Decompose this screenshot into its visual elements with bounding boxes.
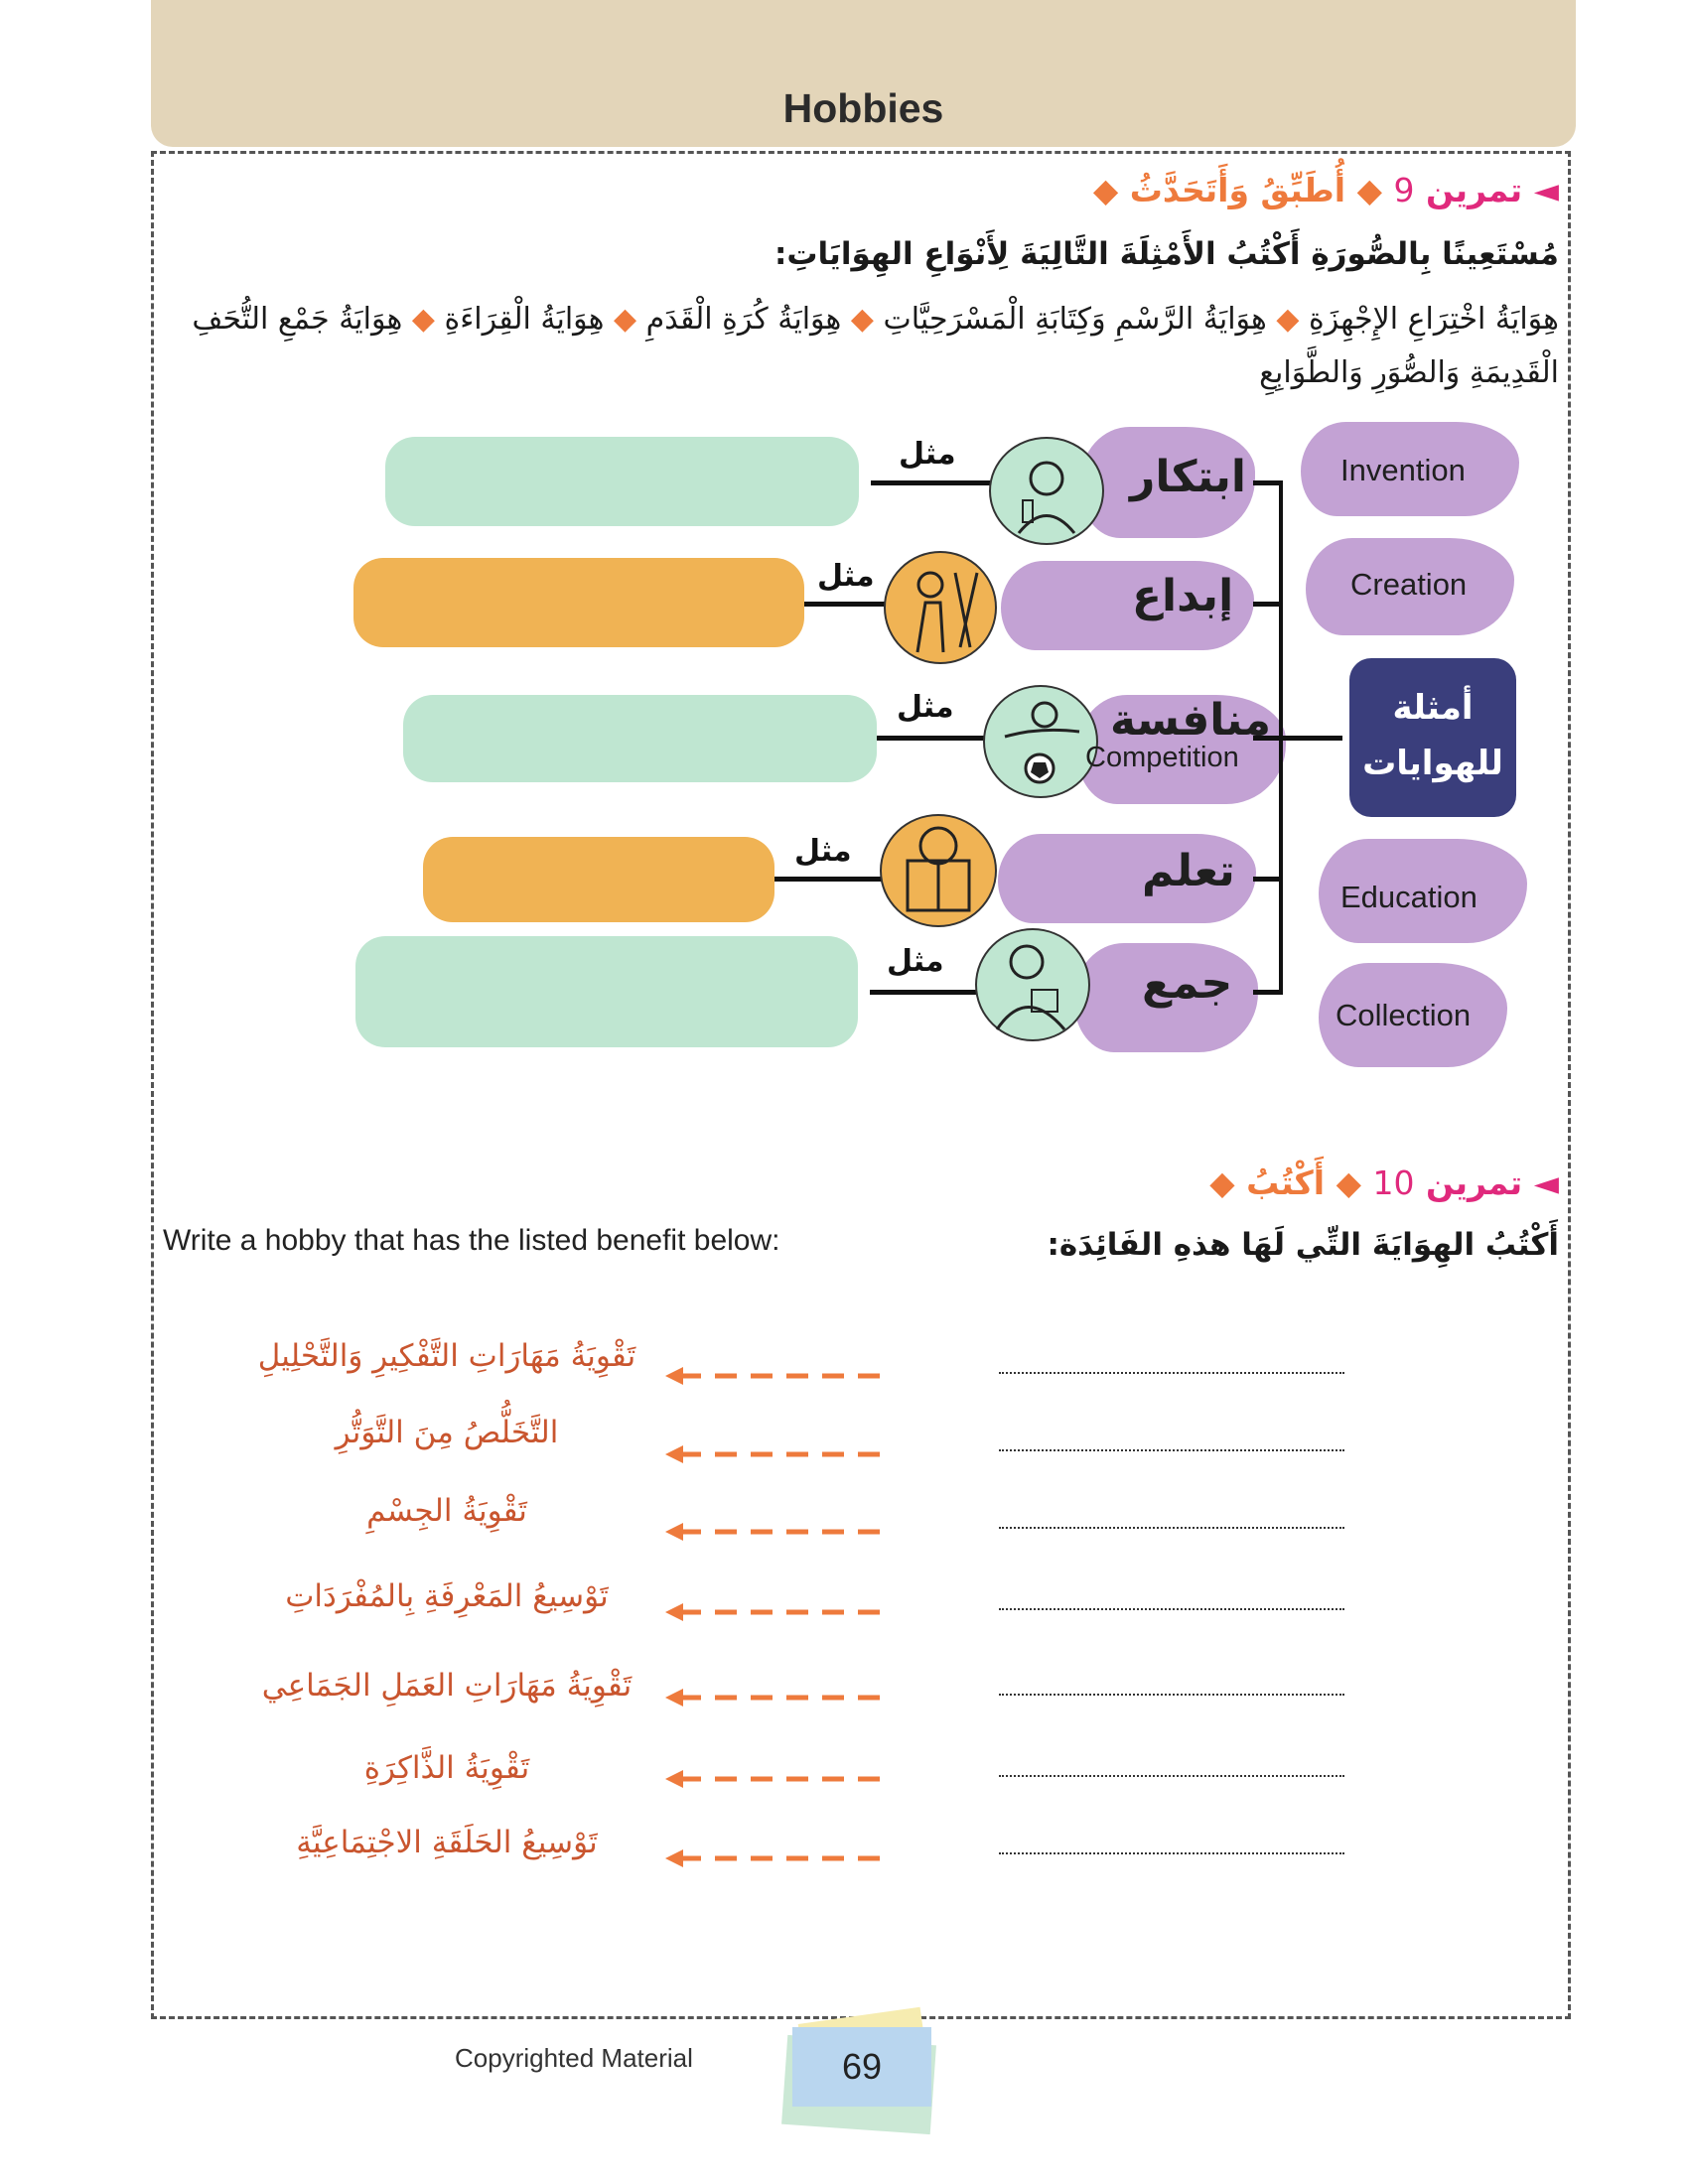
hobby-item: هِوَايَةُ كُرَةِ الْقَدَمِ [645,302,842,337]
benefit-text: تَوْسِيعُ المَعْرِفَةِ بِالمُفْرَدَاتِ [285,1578,609,1614]
answer-box-competition[interactable] [403,695,877,782]
exercise-label: تمرين [1425,1163,1523,1202]
benefit-text: تَقْوِيَةُ مَهَارَاتِ العَمَلِ الجَمَاعِي [261,1668,633,1704]
benefit-text: تَقْوِيَةُ الجِسْمِ [366,1493,527,1529]
exercise-number: 10 [1372,1163,1415,1202]
connector-line [1253,480,1281,485]
diamond-icon: ◆ [1209,1163,1235,1202]
exercise-9-instruction: مُسْتَعِينًا بِالصُّورَةِ أَكْتُبُ الأَمْثِلَةَ التَّالِيَةَ لِأَنْوَاعِ الهِوَايَاتِ: [774,236,1559,272]
left-arrow-icon [665,1848,884,1868]
connector-line [877,736,991,741]
english-label-education: Education [1340,880,1477,914]
exercise-title: أُطَبِّقُ وَأَتَحَدَّثُ [1129,171,1346,209]
hobby-item: هِوَايَةُ الْقِرَاءَةِ [444,302,605,337]
hobby-item: هِوَايَةُ الرَّسْمِ وَكِتَابَةِ الْمَسْرَحِيَّاتِ [883,302,1267,337]
left-arrow-icon [665,1522,884,1542]
left-arrow-icon [665,1366,884,1386]
category-label-education: تعلم [1142,846,1235,896]
answer-line[interactable] [999,1608,1344,1610]
answer-box-invention[interactable] [385,437,859,526]
diamond-icon: ◆ [1092,171,1119,209]
painter-illustration-icon [884,551,997,664]
hobby-item: هِوَايَةُ اخْتِرَاعِ الإِجْهِزَةِ [1309,302,1559,337]
connector-line [804,602,894,607]
english-label-creation: Creation [1350,567,1468,602]
connector-line [1253,602,1281,607]
center-box-line-1: أمثلة [1392,688,1474,728]
answer-box-education[interactable] [423,837,774,922]
left-arrow-icon [665,1444,884,1464]
collector-illustration-icon [975,928,1090,1041]
example-label: مثل [794,834,852,869]
answer-line[interactable] [999,1372,1344,1374]
diamond-icon: ◆ [614,302,637,337]
answer-line[interactable] [999,1449,1344,1451]
reader-illustration-icon [880,814,997,927]
category-label-competition: منافسة [1110,695,1271,746]
english-label-invention: Invention [1340,453,1466,487]
category-label-invention: ابتكار [1130,452,1247,502]
diamond-icon: ◆ [1336,1163,1361,1202]
connector-line [1253,990,1281,995]
left-arrow-icon [665,1602,884,1622]
triangle-marker-icon: ◄ [1533,1163,1559,1202]
benefit-text: تَوْسِيعُ الحَلَقَةِ الاجْتِمَاعِيَّةِ [296,1825,598,1860]
exercise-10-instruction-arabic: أَكْتُبُ الهِوَايَةَ التِّي لَهَا هذهِ الفَائِدَة: [1047,1227,1559,1263]
answer-box-collection[interactable] [355,936,858,1047]
benefit-text: تَقْوِيَةُ الذَّاكِرَةِ [363,1750,530,1786]
triangle-marker-icon: ◄ [1533,171,1559,209]
exercise-9-heading [1093,171,1559,209]
hobby-examples-center-box [1349,658,1516,817]
hobbies-list-line-1 [192,302,1559,337]
answer-line[interactable] [999,1852,1344,1854]
page-number: 69 [792,2027,931,2107]
hobbies-list-line-2: الْقَدِيمَةِ وَالصُّوَرِ وَالطَّوَابِعِ [1259,355,1559,390]
benefit-text: التَّخَلُّصُ مِنَ التَّوَتُّرِ [335,1415,559,1450]
diamond-icon: ◆ [1356,171,1382,209]
example-label: مثل [817,559,875,594]
example-label: مثل [897,690,954,725]
connector-line [1253,877,1281,882]
bracket-line [1279,480,1283,995]
diamond-icon: ◆ [850,302,874,337]
page-title: Hobbies [782,85,944,131]
exercise-label: تمرين [1425,171,1523,209]
exercise-10-heading [1209,1163,1559,1202]
answer-line[interactable] [999,1775,1344,1777]
benefit-text: تَقْوِيَةُ مَهَارَاتِ التَّفْكِيرِ وَالتَّحْلِيلِ [257,1338,636,1374]
example-label: مثل [887,944,944,979]
connector-line [870,990,989,995]
diamond-icon: ◆ [1276,302,1300,337]
center-box-line-2: للهوايات [1362,744,1503,783]
competition-english-label: Competition [1085,742,1239,773]
left-arrow-icon [665,1688,884,1707]
copyright-notice: Copyrighted Material [455,2043,693,2073]
football-player-illustration-icon [983,685,1098,798]
connector-line [871,480,990,485]
answer-line[interactable] [999,1694,1344,1696]
exercise-title: أَكْتُبُ [1246,1163,1326,1202]
diamond-icon: ◆ [411,302,435,337]
inventor-illustration-icon [989,437,1104,545]
connector-line [774,877,884,882]
answer-box-creation[interactable] [353,558,804,647]
category-label-creation: إبداع [1132,571,1234,621]
example-label: مثل [899,437,956,472]
hobby-item: هِوَايَةُ جَمْعِ التُّحَفِ [192,302,403,337]
answer-line[interactable] [999,1527,1344,1529]
category-label-collection: جمع [1142,958,1233,1009]
exercise-number: 9 [1393,171,1415,209]
english-label-collection: Collection [1336,998,1472,1032]
left-arrow-icon [665,1769,884,1789]
exercise-10-instruction-english: Write a hobby that has the listed benefit below: [163,1224,780,1257]
